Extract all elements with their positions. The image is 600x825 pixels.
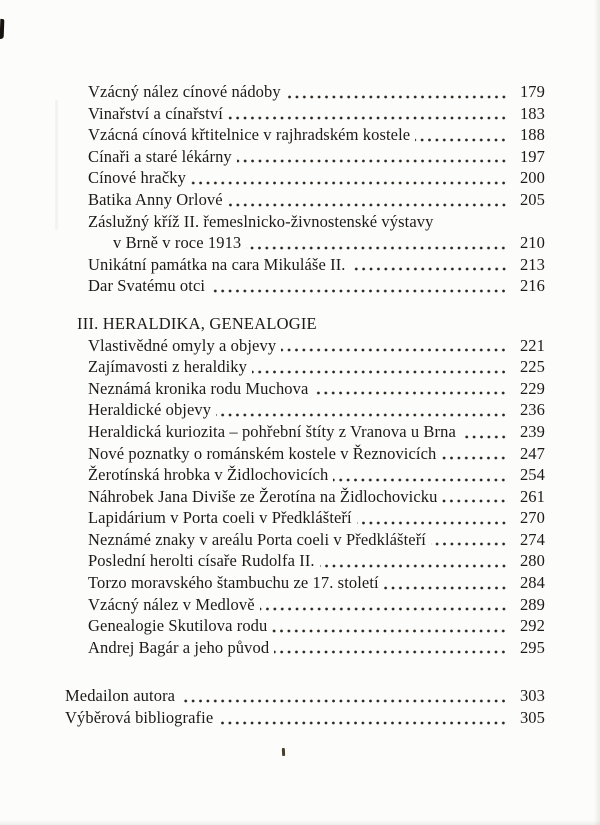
page-number: 213 [519,254,545,274]
dot-leader [191,181,509,185]
toc-entry-title: Žerotínská hrobka v Židlochovicích [88,465,329,485]
page-number: 200 [519,168,545,188]
toc-entry [88,529,545,551]
toc-entry [88,167,545,189]
dot-leader [333,478,509,482]
toc-entry-title: Výběrová bibliografie [65,708,214,728]
toc-entry [88,356,545,378]
toc-entry [88,211,545,233]
toc-entry-title: Záslužný kříž II. řemeslnicko-živnostenské výstavy [88,211,434,231]
toc-entry-title: Zajímavosti z heraldiky [88,357,248,377]
page-number: 179 [519,82,545,101]
toc-entry-title: Neznámé znaky v areálu Porta coeli v Předklášteří [88,529,426,549]
page-number: 274 [519,529,545,549]
toc-entry-title: v Brně v roce 1913 [113,233,242,253]
toc-entry [88,81,545,103]
page-number: 303 [519,686,545,706]
toc-entry [65,707,545,729]
toc-entry-title: Nové poznatky o románském kostele v Řeznovicích [88,443,437,463]
dot-leader [384,586,509,590]
toc-entry [88,254,545,276]
toc-entry [88,464,545,486]
dot-leader [218,721,509,725]
page-number: 292 [519,616,545,636]
dot-leader [351,267,509,271]
toc-entry-title: Andrej Bagár a jeho původ [88,637,270,657]
dot-leader [260,607,509,611]
toc-entry [88,637,545,659]
toc-entry-title: Vzácný nález v Medlově [88,594,255,614]
toc-entry [88,421,545,443]
toc-entry-title: Cínové hračky [88,168,186,188]
toc-entry-title: Genealogie Skutilova rodu [88,616,268,636]
dot-leader [252,370,509,374]
toc-entry-title: Batika Anny Orlové [88,189,223,209]
page-number: 197 [519,146,545,166]
toc-entry-title: Unikátní památka na cara Mikuláše II. [88,254,346,274]
dot-leader [286,95,509,99]
page-number: 284 [519,573,545,593]
toc-entry [88,378,545,400]
dot-leader [431,542,509,546]
dot-leader [210,289,509,293]
toc-entry-title: Dar Svatému otci [88,276,206,296]
page-number: 210 [519,233,545,253]
toc-entry [88,124,545,146]
page-number: 183 [519,103,545,123]
toc-entry [88,443,545,465]
scan-edge-bottom [0,820,600,825]
toc-entry-title: Neznámá kronika rodu Muchova [88,378,309,398]
toc-entry [65,685,545,707]
page-number: 229 [519,378,545,398]
page-number: 280 [519,551,545,571]
page-number: 225 [519,357,545,377]
page-number: 295 [519,637,545,657]
toc-entry-title: Vinařství a cínařství [88,103,223,123]
toc-entry [88,507,545,529]
toc-entry-title: Poslední herolti císaře Rudolfa II. [88,551,315,571]
page-number: 221 [519,335,545,355]
dot-leader [274,650,509,654]
page-number: 247 [519,443,545,463]
dot-leader [442,499,509,503]
dot-leader [320,564,509,568]
toc-entry-title: Vzácná cínová křtitelnice v rajhradském kostele [88,125,411,145]
dot-leader [228,203,509,207]
dot-leader [237,159,509,163]
toc-entry-title: Cínaři a staré lékárny [88,146,232,166]
dot-leader [441,456,509,460]
dot-leader [357,521,509,525]
toc-entry [88,594,545,616]
page-number: 270 [519,508,545,528]
toc-entry [88,399,545,421]
toc-entry [88,103,545,125]
toc-block-tin-chapter [0,81,600,297]
dot-leader [180,699,509,703]
toc-entry-title: Lapidárium v Porta coeli v Předklášteří [88,508,352,528]
dot-leader [281,348,509,352]
toc-entry [113,232,545,254]
page-number: 205 [519,189,545,209]
page-center-mark [282,748,285,756]
toc-entry [88,572,545,594]
toc-entry-title: Vlastivědné omyly a objevy [88,335,277,355]
dot-leader [415,138,509,142]
dot-leader [216,413,509,417]
page-number: 254 [519,465,545,485]
toc-entry [88,189,545,211]
page-number: 261 [519,486,545,506]
toc-entry [88,146,545,168]
toc-entry-title: Vzácný nález cínové nádoby [88,82,281,101]
toc-entry-title: Náhrobek Jana Diviše ze Žerotína na Židlochovicku [88,486,438,506]
page-number: 289 [519,594,545,614]
page-number: 236 [519,400,545,420]
dot-leader [246,246,509,250]
toc-entry [88,486,545,508]
dot-leader [313,391,509,395]
toc-entry-title: Torzo moravského štambuchu ze 17. století [88,573,379,593]
toc-entry [88,335,545,357]
toc-entry-title: Medailon autora [65,686,176,706]
dot-leader [461,435,509,439]
dot-leader [272,629,509,633]
page-number: 188 [519,125,545,145]
section-heading-heraldika-genealogie: III. HERALDIKA, GENEALOGIE [77,313,317,333]
toc-block-back-matter [0,685,600,728]
page-number: 239 [519,421,545,441]
toc-entry-title: Heraldická kuriozita – pohřební štíty z Vranova u Brna [88,421,456,441]
toc-entry [88,615,545,637]
toc-entry-title: Heraldické objevy [88,400,212,420]
page-number: 305 [519,708,545,728]
toc-entry [88,550,545,572]
toc-entry [88,275,545,297]
toc-block-heraldika-genealogie [0,335,600,659]
dot-leader [228,116,509,120]
page-number: 216 [519,276,545,296]
